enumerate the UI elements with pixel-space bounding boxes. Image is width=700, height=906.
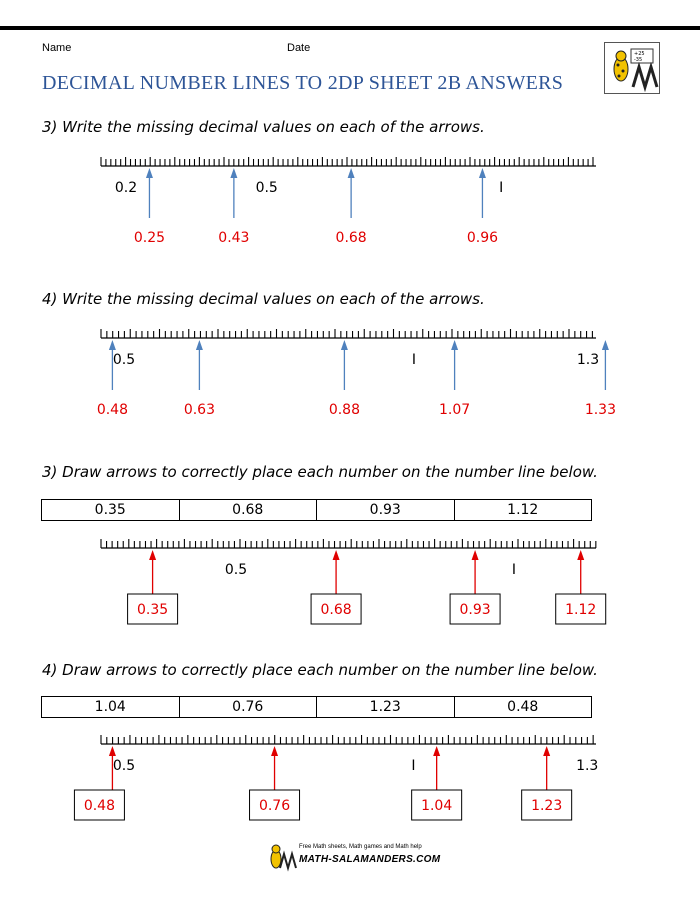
- blue-arrowhead: [109, 340, 116, 350]
- number-line-4: [0, 728, 700, 838]
- table-cell: 0.68: [180, 500, 318, 520]
- number-line-2: [0, 322, 700, 432]
- axis-label: 0.5: [112, 352, 136, 368]
- answer-label: 0.63: [183, 402, 215, 418]
- name-label: Name: [42, 42, 72, 54]
- footer-logo: [266, 842, 441, 872]
- axis-label: 1.3: [576, 758, 599, 774]
- question-3-prompt: 3) Draw arrows to correctly place each number on the number line below.: [42, 463, 598, 481]
- number-line-1: [0, 150, 700, 260]
- blue-arrowhead: [451, 340, 458, 350]
- answer-label: 1.04: [421, 798, 453, 814]
- answer-label: 1.33: [584, 402, 616, 418]
- question-4-table: [41, 696, 592, 718]
- red-arrowhead: [577, 550, 584, 560]
- table-cell: 0.76: [180, 697, 318, 717]
- blue-arrowhead: [341, 340, 348, 350]
- question-4-prompt: 4) Draw arrows to correctly place each number on the number line below.: [42, 661, 598, 679]
- date-label: Date: [287, 42, 311, 54]
- top-border: [0, 26, 700, 30]
- salamander-logo: [604, 42, 660, 94]
- axis-label: I: [411, 352, 417, 368]
- answer-label: 0.76: [258, 798, 291, 814]
- answer-label: 0.96: [466, 230, 499, 246]
- footer-brand: MATH-SALAMANDERS.COM: [299, 854, 441, 865]
- number-line-3: [0, 530, 700, 640]
- red-arrowhead: [149, 550, 156, 560]
- answer-label: 1.07: [439, 402, 471, 418]
- blue-arrowhead: [146, 168, 153, 178]
- svg-text:+25: +25: [634, 51, 645, 57]
- blue-arrowhead: [602, 340, 609, 350]
- red-arrowhead: [433, 746, 440, 756]
- blue-arrowhead: [230, 168, 237, 178]
- answer-label: 0.88: [328, 402, 360, 418]
- svg-text:-35: -35: [634, 57, 643, 63]
- table-cell: 1.04: [42, 697, 180, 717]
- answer-label: 0.68: [320, 602, 352, 618]
- axis-label: 0.5: [255, 180, 278, 196]
- red-arrowhead: [271, 746, 278, 756]
- axis-label: 1.3: [576, 352, 600, 368]
- axis-label: I: [499, 180, 504, 196]
- answer-label: 1.12: [565, 602, 597, 618]
- answer-label: 0.93: [459, 602, 491, 618]
- table-cell: 1.23: [317, 697, 455, 717]
- blue-arrowhead: [348, 168, 355, 178]
- answer-label: 0.43: [218, 230, 250, 246]
- answer-label: 0.25: [133, 230, 166, 246]
- red-arrowhead: [333, 550, 340, 560]
- question-3-table: [41, 499, 592, 521]
- answer-label: 0.35: [137, 602, 169, 618]
- blue-arrowhead: [479, 168, 486, 178]
- answer-label: 0.48: [83, 798, 116, 814]
- question-2-prompt: 4) Write the missing decimal values on each of the arrows.: [42, 290, 485, 308]
- table-cell: 0.93: [317, 500, 455, 520]
- question-1-prompt: 3) Write the missing decimal values on each of the arrows.: [42, 118, 485, 136]
- red-arrowhead: [472, 550, 479, 560]
- axis-label: I: [511, 562, 517, 578]
- red-arrowhead: [109, 746, 116, 756]
- axis-label: 0.5: [112, 758, 136, 774]
- page-title: DECIMAL NUMBER LINES TO 2DP SHEET 2B ANSWERS: [42, 72, 564, 94]
- axis-label: 0.5: [224, 562, 248, 578]
- axis-label: 0.2: [114, 180, 138, 196]
- table-cell: 0.48: [507, 699, 539, 715]
- footer-tagline: Free Math sheets, Math games and Math help: [299, 844, 422, 850]
- blue-arrowhead: [196, 340, 203, 350]
- table-cell: 0.35: [42, 500, 180, 520]
- answer-label: 0.48: [96, 402, 128, 418]
- red-arrowhead: [543, 746, 550, 756]
- axis-label: I: [411, 758, 416, 774]
- table-cell: 1.12: [507, 502, 539, 518]
- answer-label: 1.23: [531, 798, 563, 814]
- answer-label: 0.68: [335, 230, 367, 246]
